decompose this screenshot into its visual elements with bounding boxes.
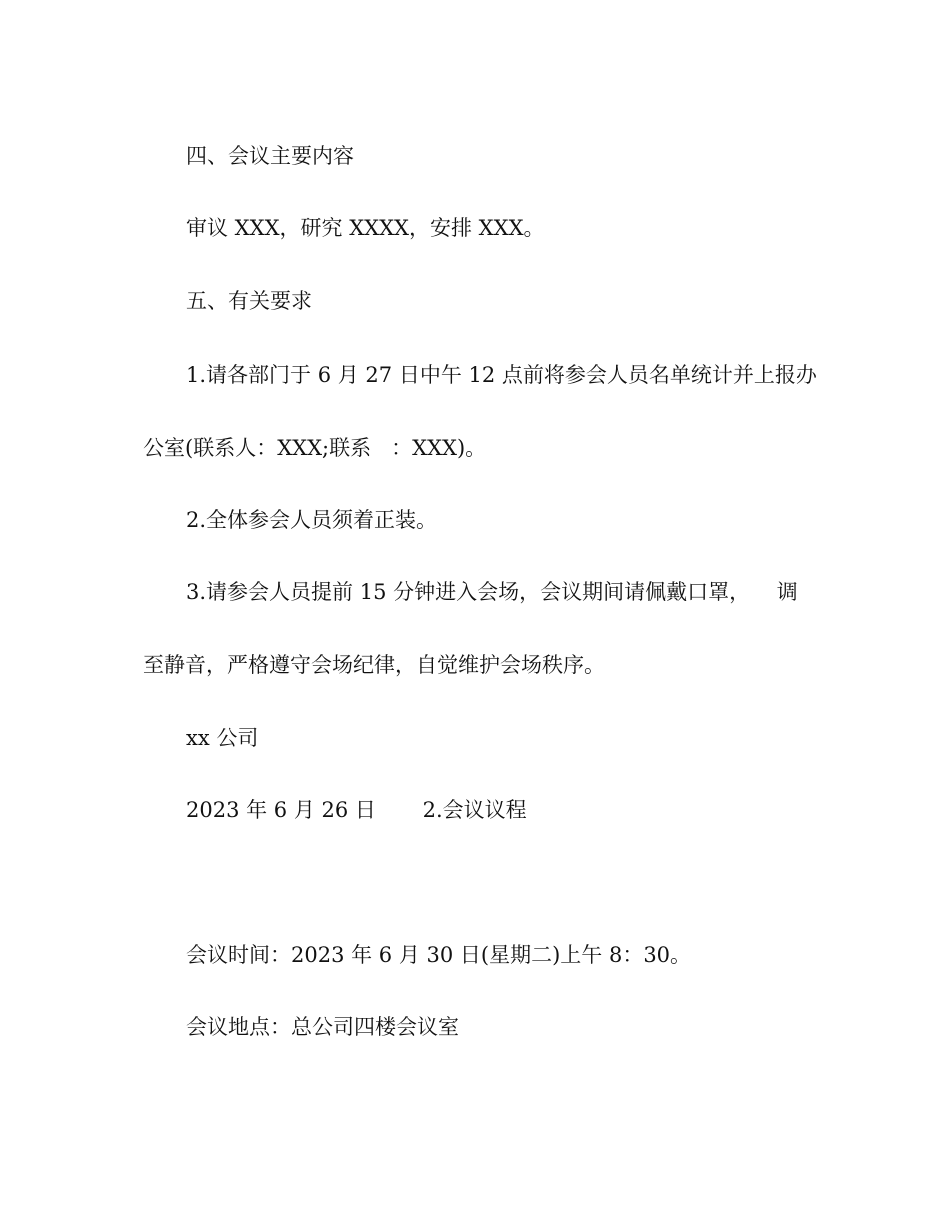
meeting-time: 会议时间：2023 年 6 月 30 日(星期二)上午 8：30。	[186, 943, 692, 967]
requirement-1-line-2: 公室(联系人：XXX;联系 ：XXX)。	[143, 436, 487, 460]
section4-heading: 四、会议主要内容	[186, 144, 354, 168]
company-name: xx 公司	[186, 726, 259, 750]
requirement-2: 2.全体参会人员须着正装。	[186, 508, 438, 532]
section4-body: 审议 XXX，研究 XXXX，安排 XXX。	[186, 216, 545, 240]
requirement-3-line-2: 至静音，严格遵守会场纪律，自觉维护会场秩序。	[143, 653, 605, 677]
requirement-1-line-1: 1.请各部门于 6 月 27 日中午 12 点前将参会人员名单统计并上报办	[186, 363, 817, 387]
meeting-place: 会议地点：总公司四楼会议室	[186, 1015, 459, 1039]
requirement-3-line-1: 3.请参会人员提前 15 分钟进入会场，会议期间请佩戴口罩， 调	[186, 580, 798, 604]
date-and-agenda-heading: 2023 年 6 月 26 日 2.会议议程	[186, 798, 527, 822]
section5-heading: 五、有关要求	[186, 289, 312, 313]
